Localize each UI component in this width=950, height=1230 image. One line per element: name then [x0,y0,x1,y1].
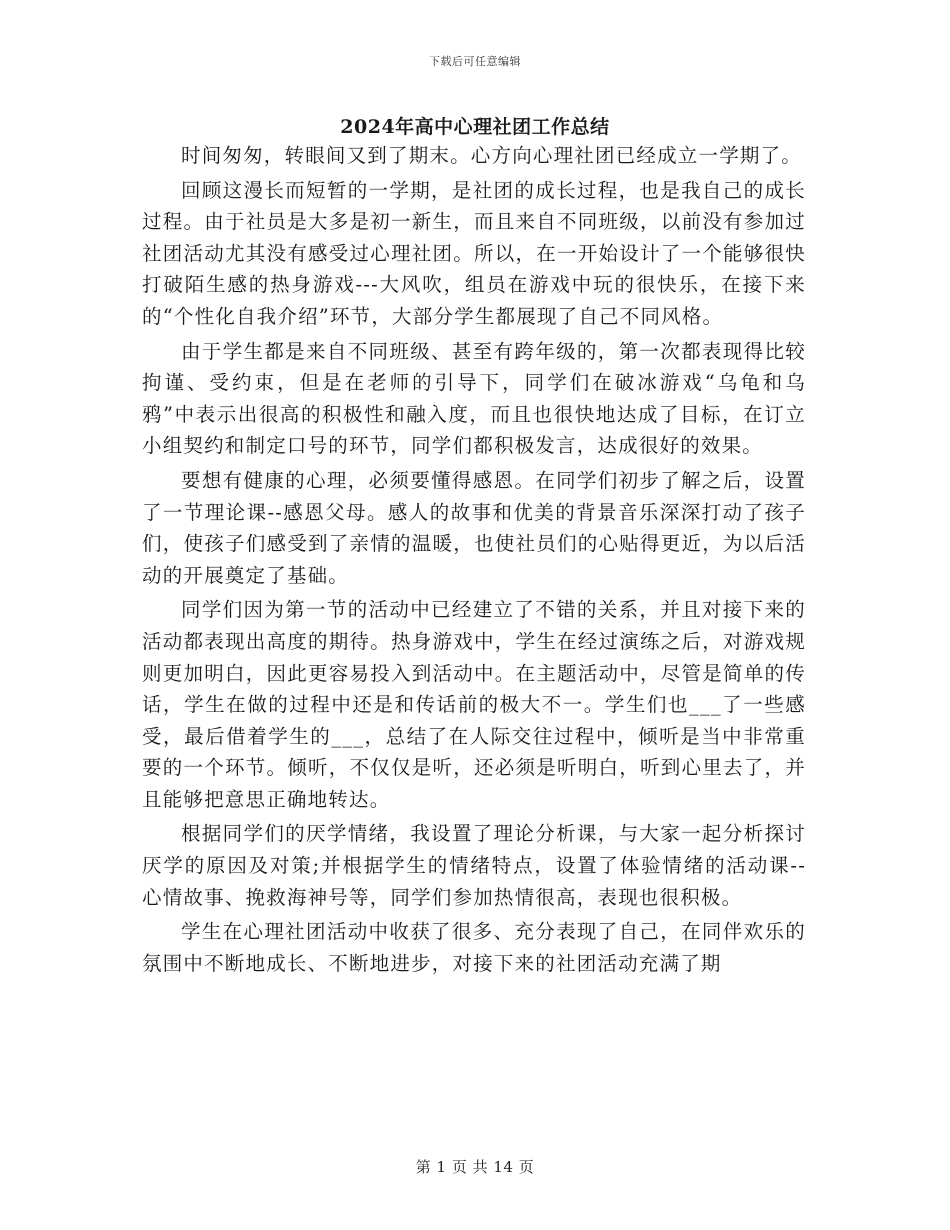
paragraph: 回顾这漫长而短暂的一学期，是社团的成长过程，也是我自己的成长过程。由于社员是大多是初一新生，而且来自不同班级，以前没有参加过社团活动尤其没有感受过心理社团。所以，在一开始设计了一个能够很快打破陌生感的热身游戏---大风吹，组员在游戏中玩的很快乐，在接下来的“个性化自我介绍”环节，大部分学生都展现了自己不同风格。 [142,178,806,328]
paragraph: 根据同学们的厌学情绪，我设置了理论分析课，与大家一起分析探讨厌学的原因及对策;并根据学生的情绪特点，设置了体验情绪的活动课--心情故事、挽救海神号等，同学们参加热情很高，表现也很积极。 [142,822,806,909]
document-body [142,140,806,982]
header-note: 下载后可任意编辑 [429,55,521,68]
paragraph: 要想有健康的心理，必须要懂得感恩。在同学们初步了解之后，设置了一节理论课--感恩父母。感人的故事和优美的背景音乐深深打动了孩子们，使孩子们感受到了亲情的温暖，也使社员们的心贴得更近，为以后活动的开展奠定了基础。 [142,468,806,587]
paragraph: 同学们因为第一节的活动中已经建立了不错的关系，并且对接下来的活动都表现出高度的期待。热身游戏中，学生在经过演练之后，对游戏规则更加明白，因此更容易投入到活动中。在主题活动中，尽管是简单的传话，学生在做的过程中还是和传话前的极大不一。学生们也___了一些感受，最后借着学生的___，总结了在人际交往过程中，倾听是当中非常重要的一个环节。倾听，不仅仅是听，还必须是听明白，听到心里去了，并且能够把意思正确地转达。 [142,598,806,811]
page-number-footer: 第 1 页 共 14 页 [415,1158,535,1176]
paragraph: 由于学生都是来自不同班级、甚至有跨年级的，第一次都表现得比较拘谨、受约束，但是在老师的引导下，同学们在破冰游戏“乌龟和乌鸦”中表示出很高的积极性和融入度，而且也很快地达成了目标，在订立小组契约和制定口号的环节，同学们都积极发言，达成很好的效果。 [142,339,806,458]
paragraph: 时间匆匆，转眼间又到了期末。心方向心理社团已经成立一学期了。 [181,144,803,167]
document-title: 2024年高中心理社团工作总结 [340,116,610,138]
paragraph: 学生在心理社团活动中收获了很多、充分表现了自己，在同伴欢乐的氛围中不断地成长、不断地进步，对接下来的社团活动充满了期 [142,920,806,975]
